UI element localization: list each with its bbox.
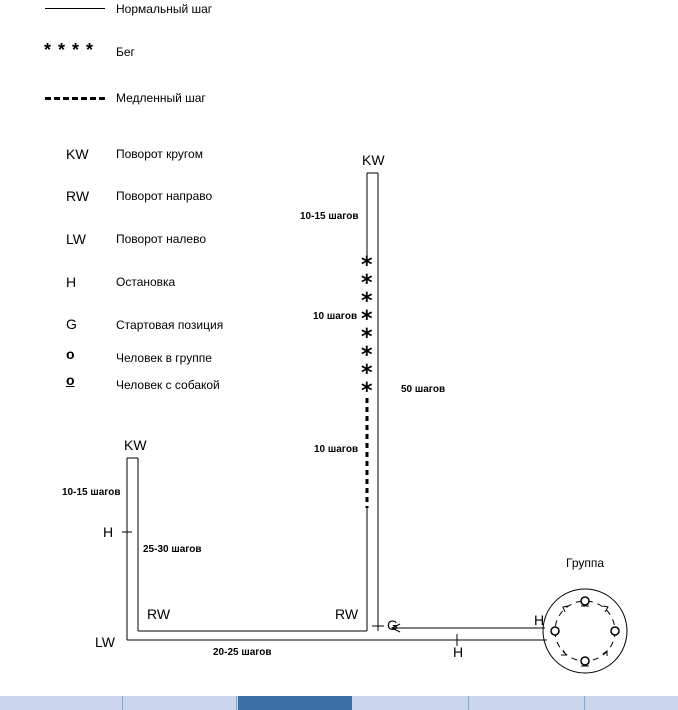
legend-label-lw: Поворот налево: [116, 232, 207, 246]
legend-normal-step: Нормальный шаг: [116, 2, 213, 16]
taskbar-button-active[interactable]: [238, 696, 352, 710]
run-star: *: [361, 289, 373, 314]
steps-10-15-left: 10-15 шагов: [62, 487, 121, 498]
legend-abbr-kw: KW: [66, 146, 89, 162]
run-star: *: [361, 361, 373, 386]
run-star: *: [361, 343, 373, 368]
taskbar-button[interactable]: [470, 696, 585, 710]
steps-10-mid: 10 шагов: [314, 444, 359, 455]
run-star: *: [361, 307, 373, 332]
steps-25-30: 25-30 шагов: [143, 544, 202, 555]
rw-left-label: RW: [147, 606, 171, 622]
run-star: *: [361, 379, 373, 404]
run-star: *: [361, 271, 373, 296]
run-star: *: [361, 253, 373, 278]
kw-top-label: KW: [362, 152, 385, 168]
taskbar-button[interactable]: [8, 696, 123, 710]
legend-label-h: Остановка: [116, 275, 176, 289]
run-symbol: * * * *: [44, 40, 95, 60]
steps-50: 50 шагов: [401, 384, 446, 395]
legend-abbr-g: G: [66, 316, 77, 332]
taskbar-button[interactable]: [124, 696, 237, 710]
legend-label-person-in-group: Человек в группе: [116, 351, 212, 365]
legend-label-rw: Поворот направо: [116, 189, 213, 203]
legend-abbr-person-with-dog: o: [66, 372, 75, 388]
legend-abbr-rw: RW: [66, 188, 90, 204]
h-bottom-label: H: [453, 644, 464, 660]
legend-label-g: Стартовая позиция: [116, 318, 224, 332]
taskbar-button[interactable]: [354, 696, 469, 710]
lw-label: LW: [95, 634, 115, 650]
taskbar: [0, 696, 678, 710]
h-group-label: H: [534, 612, 545, 628]
group-title: Группа: [566, 556, 605, 570]
group-person-bottom: [581, 657, 589, 665]
group-person-right: [611, 627, 619, 635]
legend-label-person-with-dog: Человек с собакой: [116, 378, 220, 392]
legend-slow-step: Медленный шаг: [116, 91, 206, 105]
group-person-left: [551, 627, 559, 635]
steps-10-top: 10 шагов: [313, 311, 358, 322]
legend-label-kw: Поворот кругом: [116, 147, 203, 161]
run-star: *: [361, 325, 373, 350]
group-person-top: [581, 597, 589, 605]
legend-abbr-person-in-group: o: [66, 346, 75, 362]
g-label: G: [387, 617, 398, 633]
legend-abbr-lw: LW: [66, 231, 86, 247]
rw-right-label: RW: [335, 606, 359, 622]
legend-abbr-h: H: [66, 274, 77, 290]
h-left-label: H: [103, 524, 114, 540]
legend-run: Бег: [116, 45, 135, 59]
steps-10-15-top: 10-15 шагов: [300, 211, 359, 222]
kw-left-label: KW: [124, 437, 147, 453]
steps-20-25: 20-25 шагов: [213, 647, 272, 658]
